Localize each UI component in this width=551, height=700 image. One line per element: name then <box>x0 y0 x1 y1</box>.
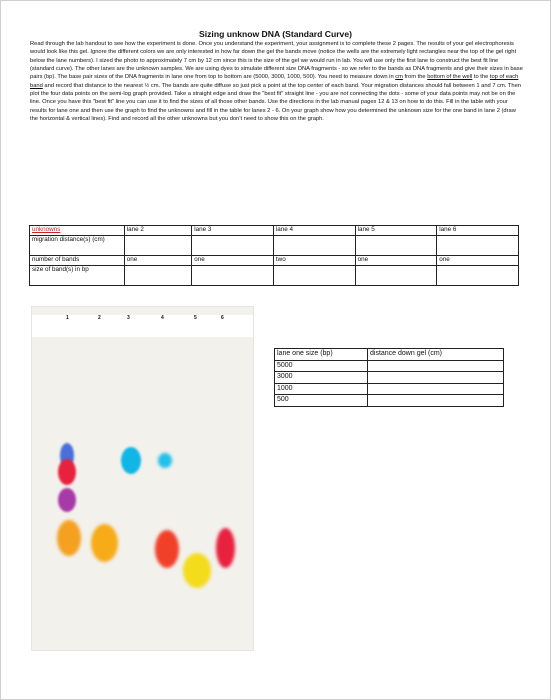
gel-band-lane1-orange <box>57 520 81 556</box>
cell-size-lane-2[interactable] <box>124 266 191 286</box>
cell-bands-lane-3: one <box>192 256 274 266</box>
gel-band-lane1-purple <box>58 488 76 512</box>
row-label-bands: number of bands <box>30 256 125 266</box>
std-header-row <box>275 349 504 361</box>
gel-band-lane6-red <box>216 528 235 568</box>
instructions-underline-well: bottom of the well <box>427 74 473 81</box>
instructions-underline-cm: cm <box>395 74 403 81</box>
instructions-text-4: and record that distance to the nearest ½ cm. The bands are quite diffuse so just pick a point at the top center of each band. Your migration distances should fall between 1 and 7 cm. Then plot the four data points on the semi-log graph provided. Take a straight edge and draw the "best fit" straight line - you are not connecting the dots - some of your data points may not be on the line. Once you have this "best fit" line you can use it to find the sizes of all those other bands. Use the directions in the lab manual pages 12 & 13 on how to do this. Fill in the table with your results for lane one and then use the graph to find the unknowns and fill in the table for lanes 2 - 6. On your graph show how you determined the unknown size for the one band in lane 2 (draw the horizontal & vertical lines). Find and record all the other unknowns but you don't need to show this on the graph. <box>30 82 521 123</box>
gel-band-lane3-cyan <box>121 447 141 474</box>
lane-number-4: 4 <box>161 315 164 321</box>
std-header-size: lane one size (bp) <box>275 349 368 361</box>
cell-migration-lane-5[interactable] <box>355 236 437 256</box>
std-distance-cell[interactable] <box>368 360 504 372</box>
header-lane-4: lane 4 <box>273 226 355 236</box>
instructions-underline-band: top of each band <box>30 74 519 89</box>
cell-bands-lane-4: two <box>273 256 355 266</box>
lane-number-2: 2 <box>98 315 101 321</box>
gel-band-lane5-yellow <box>183 553 211 588</box>
cell-size-lane-3[interactable] <box>192 266 274 286</box>
table-row <box>275 360 504 372</box>
page-title: Sizing unknow DNA (Standard Curve) <box>199 29 352 39</box>
standard-curve-table <box>274 348 504 407</box>
std-size-cell: 5000 <box>275 360 368 372</box>
lane-number-6: 6 <box>221 315 224 321</box>
cell-size-lane-4[interactable] <box>273 266 355 286</box>
cell-migration-lane-2[interactable] <box>124 236 191 256</box>
header-lane-6: lane 6 <box>437 226 519 236</box>
row-label-size: size of band(s) in bp <box>30 266 125 286</box>
cell-bands-lane-2: one <box>124 256 191 266</box>
header-lane-2: lane 2 <box>124 226 191 236</box>
cell-bands-lane-5: one <box>355 256 437 266</box>
gel-band-lane4-red-orange <box>155 530 179 568</box>
cell-size-lane-6[interactable] <box>437 266 519 286</box>
std-size-cell: 1000 <box>275 383 368 395</box>
std-header-distance: distance down gel (cm) <box>368 349 504 361</box>
std-size-cell: 3000 <box>275 372 368 384</box>
lane-number-5: 5 <box>194 315 197 321</box>
lane-number-3: 3 <box>127 315 130 321</box>
cell-bands-lane-6: one <box>437 256 519 266</box>
cell-migration-lane-6[interactable] <box>437 236 519 256</box>
cell-migration-lane-3[interactable] <box>192 236 274 256</box>
header-lane-5: lane 5 <box>355 226 437 236</box>
std-distance-cell[interactable] <box>368 395 504 407</box>
table-row-bands <box>30 256 519 266</box>
gel-band-lane4-cyan <box>158 453 172 468</box>
table-row <box>275 383 504 395</box>
table-row <box>275 372 504 384</box>
table-row-size <box>30 266 519 286</box>
cell-size-lane-5[interactable] <box>355 266 437 286</box>
gel-band-lane2-orange <box>91 524 118 562</box>
instructions-text-3: to the <box>472 74 490 81</box>
lane-number-1: 1 <box>66 315 69 321</box>
cell-migration-lane-4[interactable] <box>273 236 355 256</box>
table-row-migration <box>30 236 519 256</box>
std-distance-cell[interactable] <box>368 372 504 384</box>
table-header-row <box>30 226 519 236</box>
header-unknowns: unknowns <box>30 226 125 236</box>
std-size-cell: 500 <box>275 395 368 407</box>
unknowns-results-table <box>29 225 519 286</box>
table-row <box>275 395 504 407</box>
std-distance-cell[interactable] <box>368 383 504 395</box>
instructions-text-1: Read through the lab handout to see how the experiment is done. Once you understand the experiment, your assignment is to complete these 2 pages. The results of your gel electrophoresis would look like this gel. Ignore the different colors we are only interested in how far down the gel the bands move (notice the wells are the extremely light rectangles near the top of the gel right below the lane numbers). I sized the photo to approximately 7 cm by 12 cm since this is the size of the gel we would run in lab. You will use only the first lane to construct the best fit line (standard curve). The other lanes are the unknown samples. We are using dyes to simulate different size DNA fragments - so we refer to the bands as DNA fragments and give their sizes in base pairs (bp). The base pair sizes of the DNA fragments in lane one from top to bottom are (5000, 3000, 1000, 500). You need to measure down in <box>30 41 523 81</box>
row-label-migration: migration distance(s) (cm) <box>30 236 125 256</box>
gel-band-lane1-red <box>58 459 76 485</box>
instructions-text-2: from the <box>402 74 428 81</box>
header-lane-3: lane 3 <box>192 226 274 236</box>
instructions-paragraph <box>30 40 524 123</box>
